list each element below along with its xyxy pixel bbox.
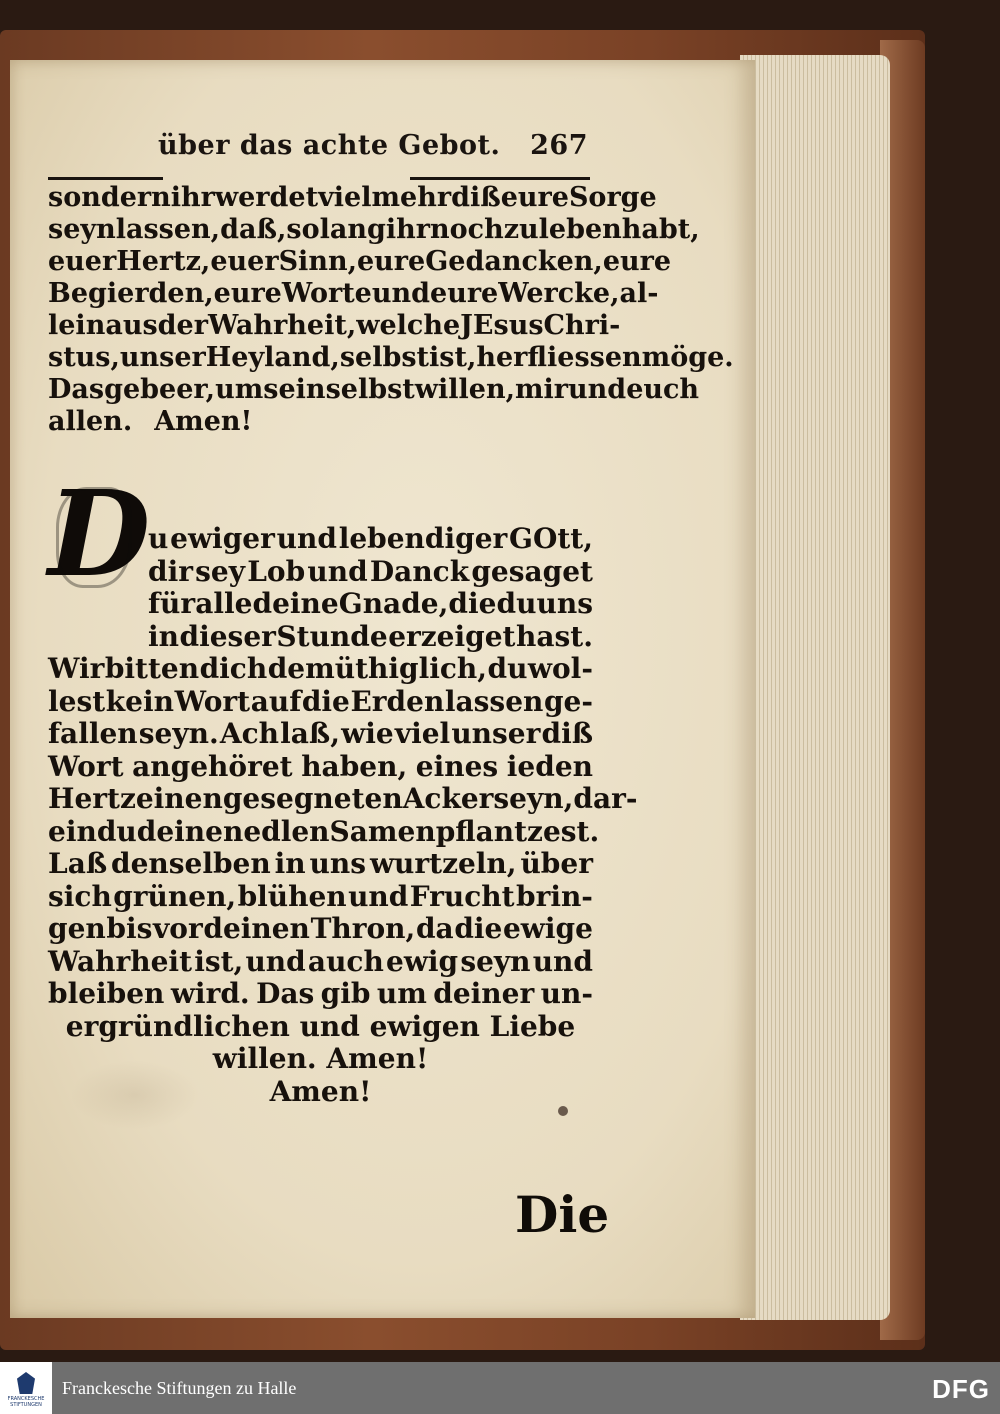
word: bleiben <box>48 977 165 1010</box>
word: bitten <box>104 652 200 685</box>
word: dir <box>148 554 193 588</box>
word: gib <box>320 977 371 1010</box>
word: Heyland, <box>205 342 340 373</box>
word: ist, <box>429 342 477 373</box>
word: eure <box>213 278 282 309</box>
word: Wercke, <box>498 278 620 309</box>
word: ge- <box>543 684 593 718</box>
text-line <box>48 342 734 374</box>
word: deiner <box>433 977 535 1010</box>
word: Das <box>256 977 315 1010</box>
word: viel <box>394 717 451 750</box>
word: deinen <box>136 814 244 848</box>
word: demüthiglich, <box>267 652 487 685</box>
word: Thron, <box>310 912 416 945</box>
word: aus <box>105 310 158 341</box>
ink-bleed-through <box>70 1060 200 1130</box>
word: leben <box>538 214 622 245</box>
word: möge. <box>641 342 734 373</box>
word: er, <box>176 374 216 405</box>
word: ihr <box>170 182 215 213</box>
prayer-line <box>148 588 593 621</box>
text-line <box>48 182 657 214</box>
word: Lob <box>247 554 306 588</box>
prayer-line <box>48 782 638 816</box>
word: un- <box>540 977 593 1010</box>
word: Wir <box>48 652 105 685</box>
text-line <box>48 246 672 278</box>
word: Wort <box>48 749 124 783</box>
word: über <box>520 847 593 880</box>
word: zu <box>503 214 539 245</box>
word: u <box>148 522 169 555</box>
prayer-line <box>48 913 593 946</box>
word: lest <box>48 684 106 718</box>
word: deinen <box>203 912 310 945</box>
word: eure <box>356 246 426 277</box>
word: euer <box>210 246 279 277</box>
word: pflantzest. <box>435 814 600 848</box>
page-number: 267 <box>530 130 588 161</box>
word: Samen <box>329 814 436 848</box>
word: noch <box>429 214 504 245</box>
word: einen <box>135 782 223 815</box>
word: lein <box>48 310 106 341</box>
word: und <box>307 554 368 588</box>
word: denselben <box>111 847 271 880</box>
word: Gedancken, <box>425 246 603 277</box>
word: grünen, <box>113 879 237 913</box>
word: da <box>415 912 454 945</box>
word: um <box>376 977 427 1010</box>
word: der <box>157 310 208 341</box>
word: willen, <box>414 374 515 405</box>
closing-prayer <box>48 464 638 1108</box>
word: hast. <box>516 619 593 653</box>
text-line <box>48 406 593 438</box>
prayer-line <box>48 881 593 914</box>
word: habt, <box>621 214 700 245</box>
franckesche-logo[interactable] <box>0 1362 52 1414</box>
footer-bar <box>0 1362 1000 1414</box>
word: eure <box>430 278 499 309</box>
word: und <box>568 374 627 405</box>
head-rule-right <box>410 177 590 180</box>
text-line <box>48 310 621 342</box>
word: Hertz <box>48 782 136 815</box>
word: uns <box>536 587 593 620</box>
word: herfliessen <box>476 342 642 373</box>
word: eure <box>602 246 672 277</box>
word: vielmehr <box>318 182 452 213</box>
prayer-line <box>48 946 593 979</box>
word: und <box>276 522 337 555</box>
word: kein <box>105 684 174 718</box>
word: seyn <box>48 214 116 245</box>
text-line <box>48 214 700 246</box>
word: deine <box>252 587 339 620</box>
prayer-indented-block <box>148 523 593 653</box>
word: und <box>532 944 593 978</box>
word: selbst <box>325 374 415 405</box>
word: seyn. <box>138 717 219 750</box>
word: die <box>454 912 503 945</box>
word: um <box>215 374 264 405</box>
prayer-line <box>48 686 593 719</box>
word: welche <box>356 310 461 341</box>
prayer-line <box>48 848 593 881</box>
word: auf <box>250 684 302 718</box>
word: ein <box>48 814 97 848</box>
word: so <box>286 214 320 245</box>
word: ihr <box>385 214 430 245</box>
word: unser <box>451 717 541 750</box>
word: vor <box>153 912 203 945</box>
prayer-line <box>148 523 593 556</box>
word: ewig <box>386 944 459 978</box>
word: bis <box>106 912 153 945</box>
word: laß, <box>280 717 340 750</box>
word: Chri- <box>543 310 621 341</box>
page-stack <box>740 55 890 1320</box>
word: Gnade, <box>338 587 449 620</box>
word: seyn <box>460 944 531 978</box>
word: erzeiget <box>388 619 516 653</box>
text-line <box>48 374 700 406</box>
word: die <box>301 684 350 718</box>
word: Wahrheit, <box>207 310 357 341</box>
word: Sorge <box>568 182 657 213</box>
word: du <box>496 587 537 620</box>
word: blühen <box>237 879 347 913</box>
word: euch <box>626 374 700 405</box>
word: Begierden, <box>48 278 214 309</box>
word: Ach <box>219 717 280 750</box>
word: Wahrheit <box>48 944 193 978</box>
prayer-line <box>48 814 600 849</box>
prayer-line: willen. Amen! <box>212 1042 429 1075</box>
word: lassen <box>444 684 544 718</box>
word: euer <box>48 246 117 277</box>
paragraph-sermon-ending <box>48 182 734 438</box>
word: gesaget <box>471 554 593 588</box>
word: dich <box>199 652 268 685</box>
word: sey <box>195 554 246 588</box>
word: lebendiger <box>338 522 508 555</box>
word: mir <box>514 374 569 405</box>
word: seyn, <box>493 782 574 815</box>
word: sondern <box>48 182 171 213</box>
word: wird. <box>170 977 250 1010</box>
dfg-logo[interactable]: DFG <box>932 1374 990 1404</box>
prayer-line: Amen! <box>269 1074 372 1108</box>
word: für <box>148 587 196 620</box>
word: gesegneten <box>222 782 403 815</box>
prayer-line <box>48 751 593 784</box>
word: angehöret <box>132 749 293 783</box>
word: lang <box>319 214 386 245</box>
word: Amen! <box>154 406 253 437</box>
word: fallen <box>48 717 138 750</box>
logo-text: FRANCKESCHE STIFTUNGEN <box>7 1396 45 1408</box>
prayer-line <box>48 653 593 686</box>
head-rule-left <box>48 177 163 180</box>
word: in <box>274 847 306 880</box>
word: Acker <box>402 782 494 815</box>
word: edlen <box>243 814 330 848</box>
ink-spot <box>558 1106 568 1116</box>
word: selbst <box>339 342 430 373</box>
word: und <box>371 278 431 309</box>
word: daß, <box>220 214 287 245</box>
word: wie <box>341 717 394 750</box>
prayer-line <box>148 621 593 654</box>
word: die <box>448 587 497 620</box>
word: Sinn, <box>278 246 357 277</box>
word: alle <box>195 587 253 620</box>
word: ist, <box>194 944 244 978</box>
text-line <box>48 278 659 310</box>
word: Laß <box>48 847 108 880</box>
word: Das <box>48 374 105 405</box>
word: und <box>348 879 409 913</box>
prayer-line <box>48 978 593 1011</box>
prayer-line <box>48 718 593 751</box>
word: eines <box>415 749 499 783</box>
word: haben, <box>301 749 408 783</box>
word: dieser <box>179 619 276 653</box>
word: Frucht <box>409 879 515 913</box>
word: Worte <box>281 278 372 309</box>
word: gen <box>48 912 106 945</box>
word: werdet <box>214 182 319 213</box>
word: diß <box>451 182 501 213</box>
word: al- <box>619 278 659 309</box>
word: brin- <box>515 879 593 913</box>
word: du <box>96 814 137 848</box>
prayer-full-block <box>48 652 638 1011</box>
word: du <box>487 652 528 685</box>
word: ewiger <box>170 522 275 555</box>
book-page <box>10 60 755 1318</box>
word: Erden <box>350 684 445 718</box>
word: GOtt, <box>509 522 593 555</box>
word: allen. <box>48 406 133 437</box>
word: und <box>245 944 306 978</box>
word: diß <box>541 717 593 750</box>
word: Wort <box>174 684 251 718</box>
institution-name: Franckesche Stiftungen zu Halle <box>62 1377 297 1398</box>
drop-cap-initial: D <box>48 464 151 603</box>
word: stus, <box>48 342 120 373</box>
prayer-line <box>148 556 593 589</box>
running-title: über das achte Gebot. <box>158 130 501 161</box>
word: ieden <box>506 749 593 783</box>
word: Hertz, <box>116 246 211 277</box>
word: sich <box>48 879 112 913</box>
word: eure <box>500 182 569 213</box>
word: unser <box>119 342 206 373</box>
word: lassen, <box>115 214 221 245</box>
running-head <box>158 130 588 161</box>
word: uns <box>309 847 367 880</box>
word: Danck <box>369 554 470 588</box>
word: wurtzeln, <box>369 847 517 880</box>
word: ewige <box>502 912 593 945</box>
emblem-icon <box>17 1372 35 1394</box>
word: gebe <box>104 374 177 405</box>
word: auch <box>307 944 384 978</box>
prayer-line: ergründlichen und ewigen Liebe <box>65 1009 576 1043</box>
word: Stunde <box>276 619 388 653</box>
word: dar- <box>573 782 638 815</box>
word: in <box>148 619 179 653</box>
word: sein <box>263 374 326 405</box>
catchword: Die <box>515 1185 610 1244</box>
word: JEsus <box>460 310 544 341</box>
word: wol- <box>527 652 593 685</box>
